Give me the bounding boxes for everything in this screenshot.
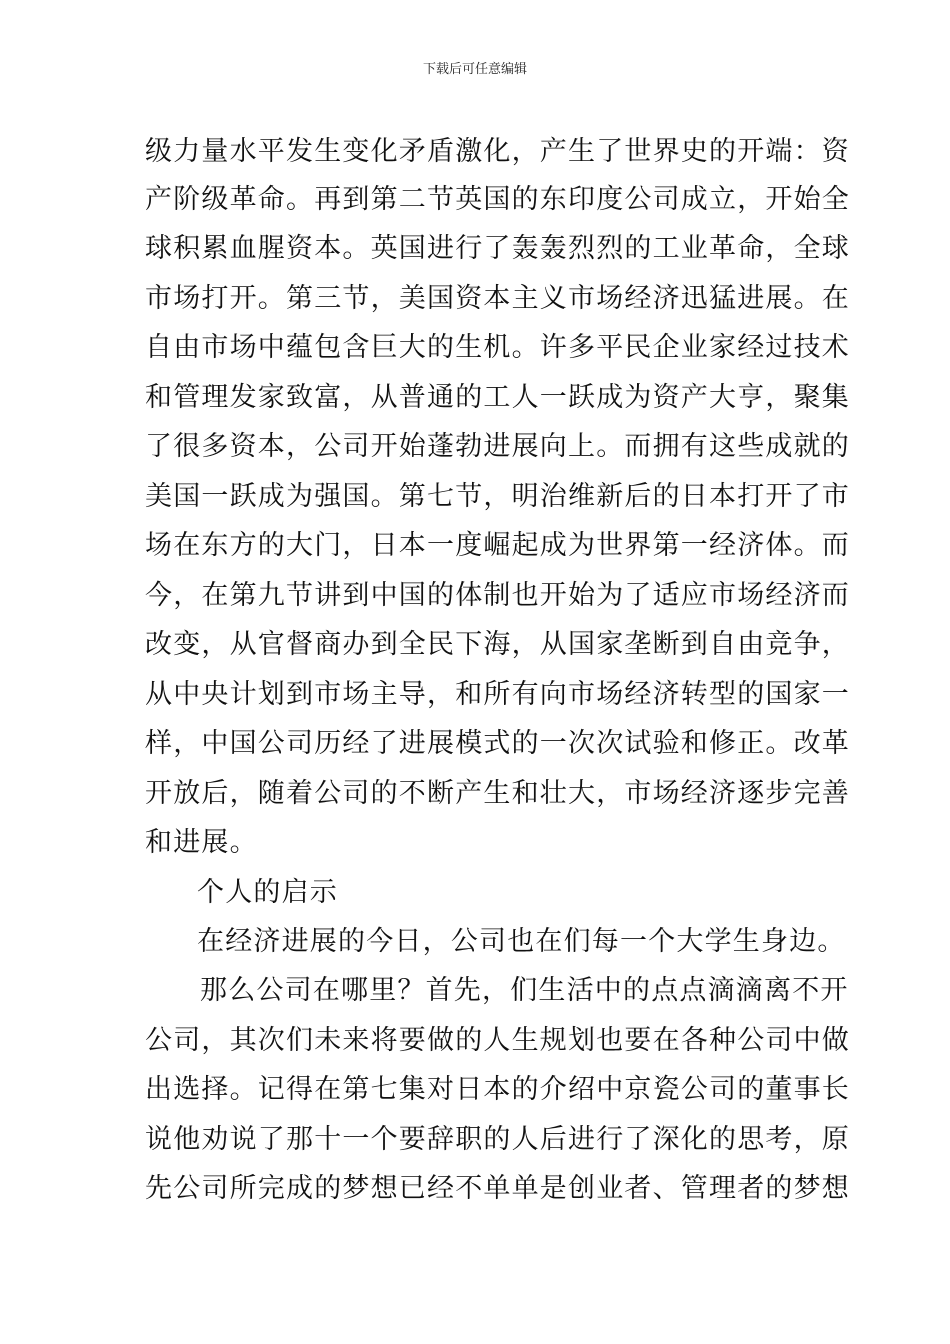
text-line: 开放后，随着公司的不断产生和壮大，市场经济逐步完善: [145, 778, 850, 809]
text-line: 产阶级革命。再到第二节英国的东印度公司成立，开始全: [145, 184, 850, 215]
text-line: 和管理发家致富，从普通的工人一跃成为资产大亨，聚集: [145, 382, 850, 413]
text-line: 级力量水平发生变化矛盾激化，产生了世界史的开端：资: [145, 136, 850, 167]
text-line: 改变，从官督商办到全民下海，从国家垄断到自由竞争，: [145, 629, 850, 660]
text-line: 了很多资本，公司开始蓬勃进展向上。而拥有这些成就的: [145, 431, 850, 462]
text-line: 从中央计划到市场主导，和所有向市场经济转型的国家一: [145, 679, 850, 710]
text-line: 那么公司在哪里？首先，们生活中的点点滴滴离不开: [200, 975, 849, 1006]
page-header: 下载后可任意编辑: [422, 62, 527, 77]
text-line: 公司，其次们未来将要做的人生规划也要在各种公司中做: [145, 1025, 850, 1056]
text-line: 样，中国公司历经了进展模式的一次次试验和修正。改革: [145, 728, 850, 759]
text-line: 今，在第九节讲到中国的体制也开始为了适应市场经济而: [145, 580, 850, 611]
text-line: 球积累血腥资本。英国进行了轰轰烈烈的工业革命，全球: [145, 233, 850, 264]
section-heading: 个人的启示: [197, 877, 338, 908]
text-line: 场在东方的大门，日本一度崛起成为世界第一经济体。而: [145, 530, 850, 561]
text-line: 自由市场中蕴包含巨大的生机。许多平民企业家经过技术: [145, 332, 850, 363]
text-line: 先公司所完成的梦想已经不单单是创业者、管理者的梦想: [145, 1173, 850, 1204]
text-line: 美国一跃成为强国。第七节，明治维新后的日本打开了市: [145, 481, 850, 512]
text-line: 出选择。记得在第七集对日本的介绍中京瓷公司的董事长: [145, 1074, 850, 1105]
text-line: 说他劝说了那十一个要辞职的人后进行了深化的思考，原: [145, 1124, 850, 1155]
text-line: 在经济进展的今日，公司也在们每一个大学生身边。: [197, 926, 846, 957]
text-line: 和进展。: [145, 827, 258, 858]
text-line: 市场打开。第三节，美国资本主义市场经济迅猛进展。在: [145, 283, 850, 314]
